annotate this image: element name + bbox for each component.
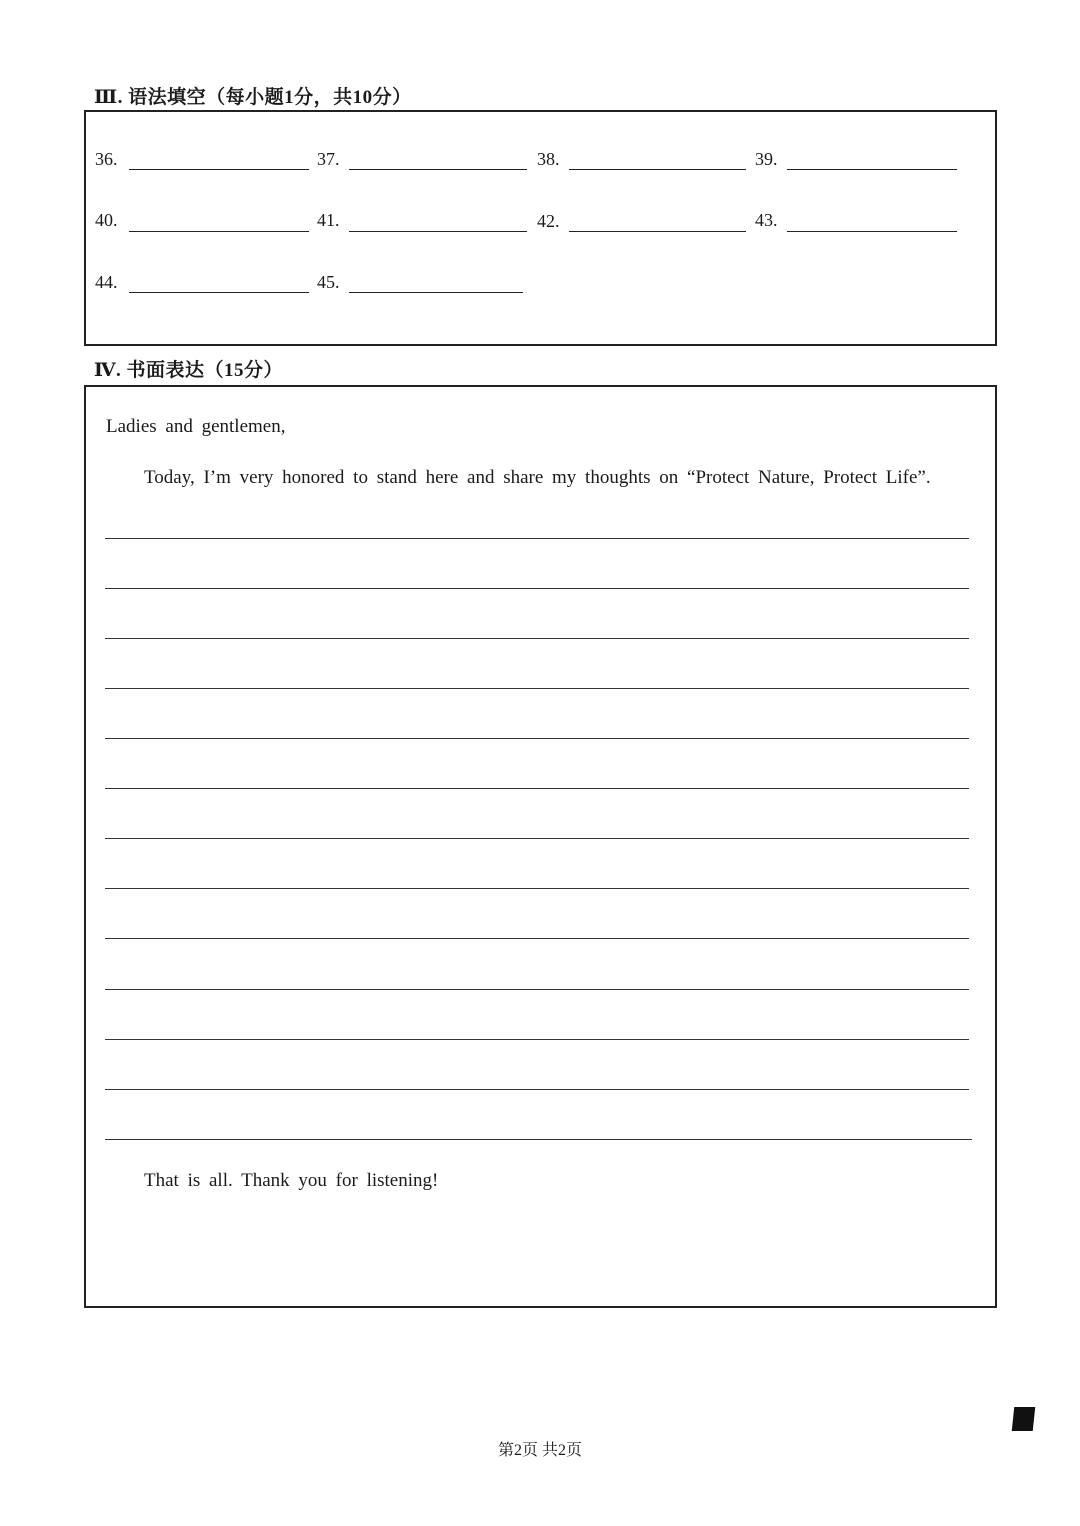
essay-closing: That is all. Thank you for listening! — [144, 1170, 439, 1191]
blank-number: 42. — [537, 211, 560, 231]
answer-blank-42[interactable] — [569, 231, 746, 232]
answer-blank-40[interactable] — [129, 231, 309, 232]
blank-number: 37. — [317, 149, 340, 169]
writing-line[interactable] — [105, 989, 969, 990]
writing-line[interactable] — [105, 588, 969, 589]
section-4-title: Ⅳ. 书面表达（15分） — [94, 360, 284, 381]
blank-number: 44. — [95, 272, 118, 292]
answer-blank-39[interactable] — [787, 169, 957, 170]
answer-blank-41[interactable] — [349, 231, 527, 232]
writing-line[interactable] — [105, 838, 969, 839]
writing-line[interactable] — [105, 788, 969, 789]
blank-number: 40. — [95, 210, 118, 230]
writing-line[interactable] — [105, 888, 969, 889]
writing-line[interactable] — [105, 1139, 972, 1140]
writing-line[interactable] — [105, 738, 969, 739]
answer-blank-38[interactable] — [569, 169, 746, 170]
blank-number: 38. — [537, 149, 560, 169]
scan-alignment-mark — [1012, 1407, 1036, 1431]
blank-number: 39. — [755, 149, 778, 169]
blank-number: 41. — [317, 210, 340, 230]
section-3-title: Ⅲ. 语法填空（每小题1分，共10分） — [94, 87, 412, 108]
writing-line[interactable] — [105, 1089, 969, 1090]
essay-opening: Today, I’m very honored to stand here and share my thoughts on “Protect Nature, Protect Life”. — [144, 467, 931, 488]
answer-blank-37[interactable] — [349, 169, 527, 170]
writing-line[interactable] — [105, 538, 969, 539]
blank-number: 43. — [755, 210, 778, 230]
writing-line[interactable] — [105, 638, 969, 639]
writing-line[interactable] — [105, 938, 969, 939]
blank-number: 36. — [95, 149, 118, 169]
page-number: 第2页 共2页 — [497, 1442, 582, 1459]
answer-blank-36[interactable] — [129, 169, 309, 170]
answer-blank-45[interactable] — [349, 292, 523, 293]
answer-blank-44[interactable] — [129, 292, 309, 293]
writing-line[interactable] — [105, 688, 969, 689]
writing-line[interactable] — [105, 1039, 969, 1040]
answer-blank-43[interactable] — [787, 231, 957, 232]
blank-number: 45. — [317, 272, 340, 292]
essay-greeting: Ladies and gentlemen, — [106, 416, 286, 437]
